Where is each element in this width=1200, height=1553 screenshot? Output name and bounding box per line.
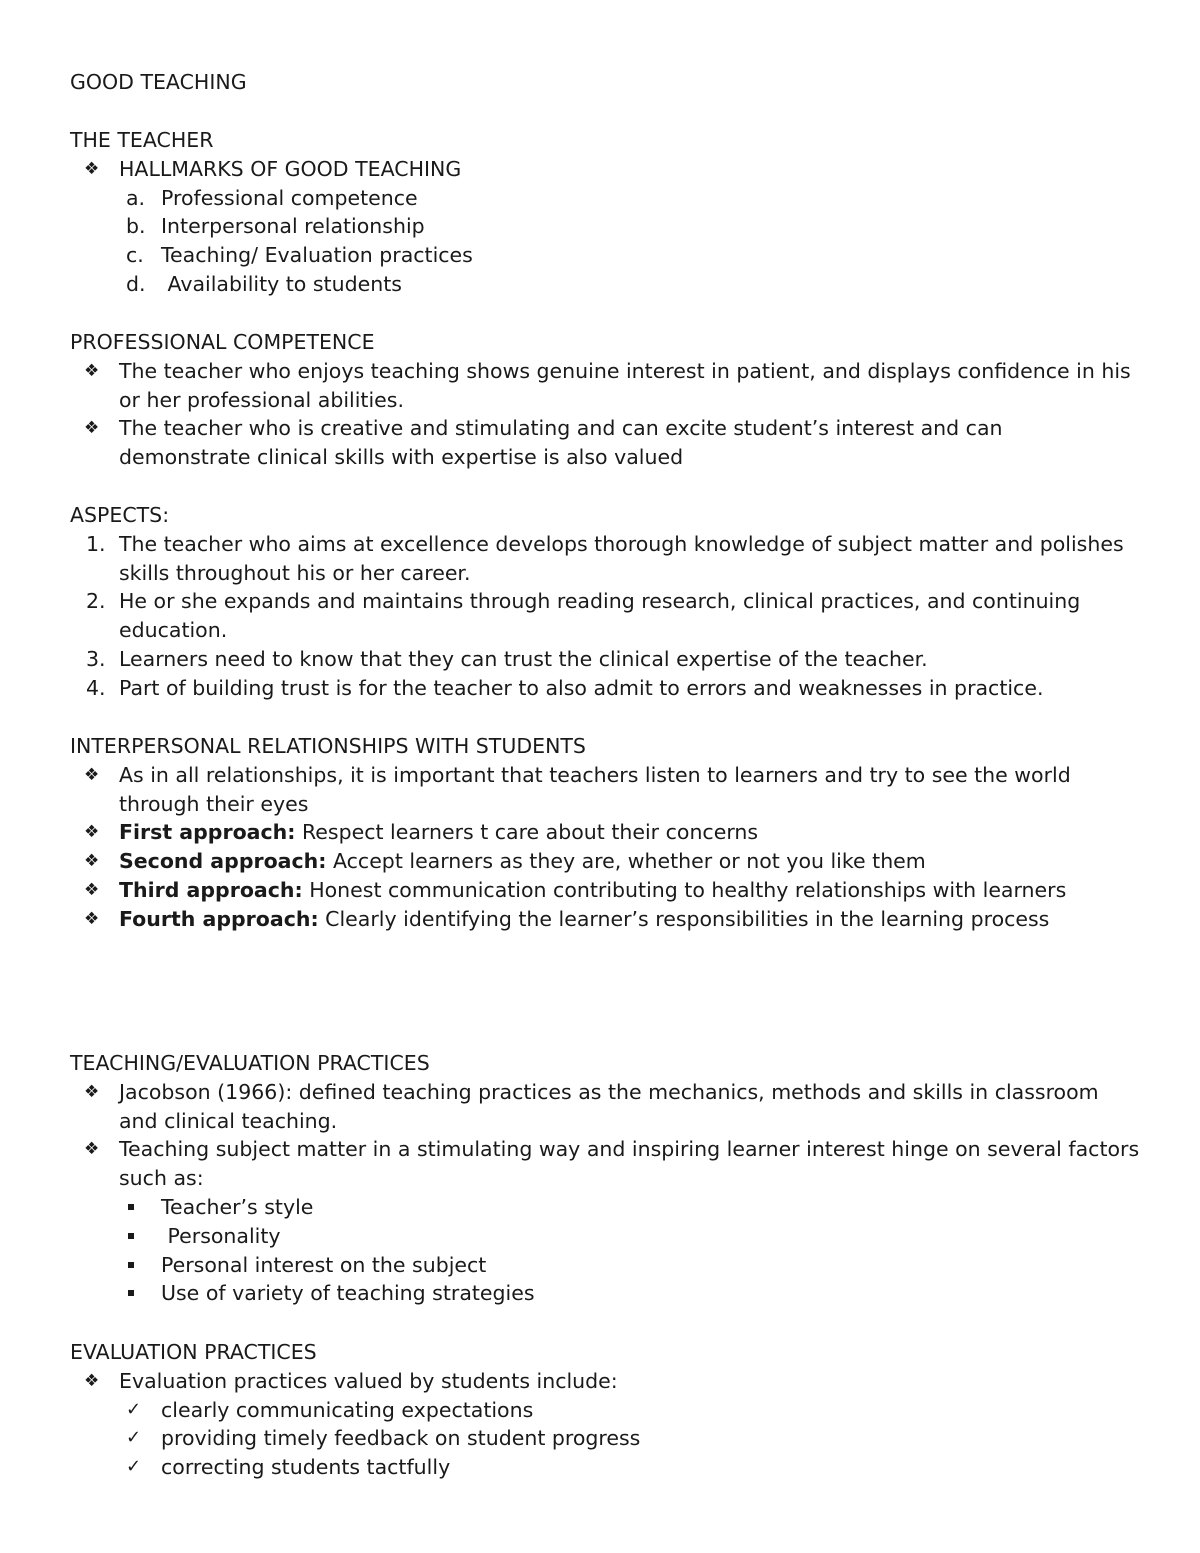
square-bullet-icon <box>128 1262 134 1268</box>
diamond-bullet-icon: ❖ <box>84 360 100 381</box>
list-item <box>70 184 1140 213</box>
list-marker: d. <box>126 271 146 296</box>
check-icon: ✓ <box>126 1398 142 1420</box>
square-bullet-icon <box>128 1290 134 1296</box>
list-item <box>70 905 1140 934</box>
list-item <box>70 1279 1140 1308</box>
diamond-bullet-icon: ❖ <box>84 764 100 785</box>
approach-label: Third approach: <box>119 877 303 902</box>
list-item-text: clearly communicating expectations <box>161 1397 534 1422</box>
section-professional-competence <box>70 328 1140 472</box>
section-teaching-evaluation-practices <box>70 1049 1140 1308</box>
interpersonal-list <box>70 761 1140 934</box>
factors-list <box>70 1193 1140 1308</box>
list-marker: 4. <box>86 675 106 700</box>
list-marker: 3. <box>86 646 106 671</box>
evaluation-list <box>70 1367 1140 1396</box>
list-item-text: HALLMARKS OF GOOD TEACHING <box>119 156 462 181</box>
section-heading: THE TEACHER <box>70 128 214 152</box>
diamond-bullet-icon: ❖ <box>84 1370 100 1391</box>
list-item <box>70 1367 1140 1396</box>
list-item-text: As in all relationships, it is important that teachers listen to learners and try to see the world through their eyes <box>119 762 1071 816</box>
diamond-bullet-icon: ❖ <box>84 822 100 843</box>
approach-text: Accept learners as they are, whether or not you like them <box>326 849 926 874</box>
list-item <box>70 1135 1140 1193</box>
list-item-text: Teaching subject matter in a stimulating way and inspiring learner interest hinge on several factors such as: <box>119 1137 1140 1191</box>
list-item-text: providing timely feedback on student progress <box>161 1426 641 1451</box>
list-item <box>70 847 1140 876</box>
list-item <box>70 1251 1140 1280</box>
list-item-text: Teacher’s style <box>161 1194 314 1219</box>
list-item-text: Availability to students <box>161 271 402 296</box>
approach-label: First approach: <box>119 820 296 845</box>
list-marker: a. <box>126 185 146 210</box>
list-item <box>70 1193 1140 1222</box>
section-heading: TEACHING/EVALUATION PRACTICES <box>70 1051 430 1075</box>
list-item <box>70 587 1140 645</box>
section-heading: INTERPERSONAL RELATIONSHIPS WITH STUDENTS <box>70 734 586 758</box>
diamond-bullet-icon: ❖ <box>84 1139 100 1160</box>
list-item <box>70 1453 1140 1482</box>
approach-text: Clearly identifying the learner’s responsibilities in the learning process <box>318 906 1050 931</box>
list-marker: 1. <box>86 531 106 556</box>
list-item-text: Personality <box>161 1223 281 1248</box>
section-heading: PROFESSIONAL COMPETENCE <box>70 330 375 354</box>
teaching-eval-list <box>70 1078 1140 1193</box>
list-marker: b. <box>126 214 146 239</box>
section-interpersonal-relationships <box>70 732 1140 934</box>
list-item-text: Professional competence <box>161 185 418 210</box>
section-evaluation-practices <box>70 1338 1140 1482</box>
diamond-bullet-icon: ❖ <box>84 418 100 439</box>
diamond-bullet-icon: ❖ <box>84 158 100 179</box>
list-marker: 2. <box>86 589 106 614</box>
diamond-bullet-icon: ❖ <box>84 879 100 900</box>
list-item <box>70 241 1140 270</box>
diamond-bullet-icon: ❖ <box>84 851 100 872</box>
list-item-text: Use of variety of teaching strategies <box>161 1281 535 1306</box>
document-title-block <box>70 68 1140 97</box>
section-heading: EVALUATION PRACTICES <box>70 1340 317 1364</box>
list-item <box>70 414 1140 472</box>
approach-text: Honest communication contributing to healthy relationships with learners <box>302 877 1067 902</box>
list-item <box>70 357 1140 415</box>
list-item-text: He or she expands and maintains through reading research, clinical practices, and continuing education. <box>119 589 1081 643</box>
list-item-text: correcting students tactfully <box>161 1455 451 1480</box>
check-icon: ✓ <box>126 1427 142 1449</box>
section-the-teacher <box>70 126 1140 299</box>
list-item <box>70 645 1140 674</box>
list-item <box>70 530 1140 588</box>
list-item-text: The teacher who aims at excellence develops thorough knowledge of subject matter and polishes skills throughout his or her career. <box>119 531 1124 585</box>
section-heading: ASPECTS: <box>70 503 170 527</box>
approach-text: Respect learners t care about their concerns <box>295 820 759 845</box>
list-item-text: The teacher who is creative and stimulating and can excite student’s interest and can demonstrate clinical skills with expertise is also valued <box>119 416 1003 470</box>
list-item <box>70 1396 1140 1425</box>
aspects-list <box>70 530 1140 703</box>
hallmarks-list <box>70 184 1140 299</box>
list-marker: c. <box>126 243 144 268</box>
document-title: GOOD TEACHING <box>70 70 247 94</box>
list-item <box>70 1222 1140 1251</box>
diamond-bullet-icon: ❖ <box>84 908 100 929</box>
list-item-text: Personal interest on the subject <box>161 1252 487 1277</box>
square-bullet-icon <box>128 1204 134 1210</box>
list-item-text: Evaluation practices valued by students include: <box>119 1368 618 1393</box>
list-item <box>70 674 1140 703</box>
list-item-text: Jacobson (1966): defined teaching practices as the mechanics, methods and skills in classroom and clinical teaching. <box>119 1079 1099 1133</box>
list-item-text: The teacher who enjoys teaching shows genuine interest in patient, and displays confidence in his or her professional abilities. <box>119 358 1131 412</box>
list-item <box>70 270 1140 299</box>
list-item-text: Interpersonal relationship <box>161 214 425 239</box>
approach-label: Second approach: <box>119 849 327 874</box>
list-item-text: Teaching/ Evaluation practices <box>161 243 473 268</box>
square-bullet-icon <box>128 1233 134 1239</box>
list-item <box>70 1424 1140 1453</box>
diamond-bullet-icon: ❖ <box>84 1081 100 1102</box>
list-item <box>70 1078 1140 1136</box>
list-item-text: Learners need to know that they can trust the clinical expertise of the teacher. <box>119 646 928 671</box>
evaluation-checks-list <box>70 1396 1140 1482</box>
approach-label: Fourth approach: <box>119 906 319 931</box>
list-item <box>70 876 1140 905</box>
list-item <box>70 818 1140 847</box>
competence-list <box>70 357 1140 472</box>
list-item-text: Part of building trust is for the teacher to also admit to errors and weaknesses in practice. <box>119 675 1044 700</box>
teacher-list <box>70 155 1140 184</box>
list-item <box>70 155 1140 184</box>
list-item <box>70 212 1140 241</box>
section-aspects <box>70 501 1140 703</box>
check-icon: ✓ <box>126 1456 142 1478</box>
list-item <box>70 761 1140 819</box>
